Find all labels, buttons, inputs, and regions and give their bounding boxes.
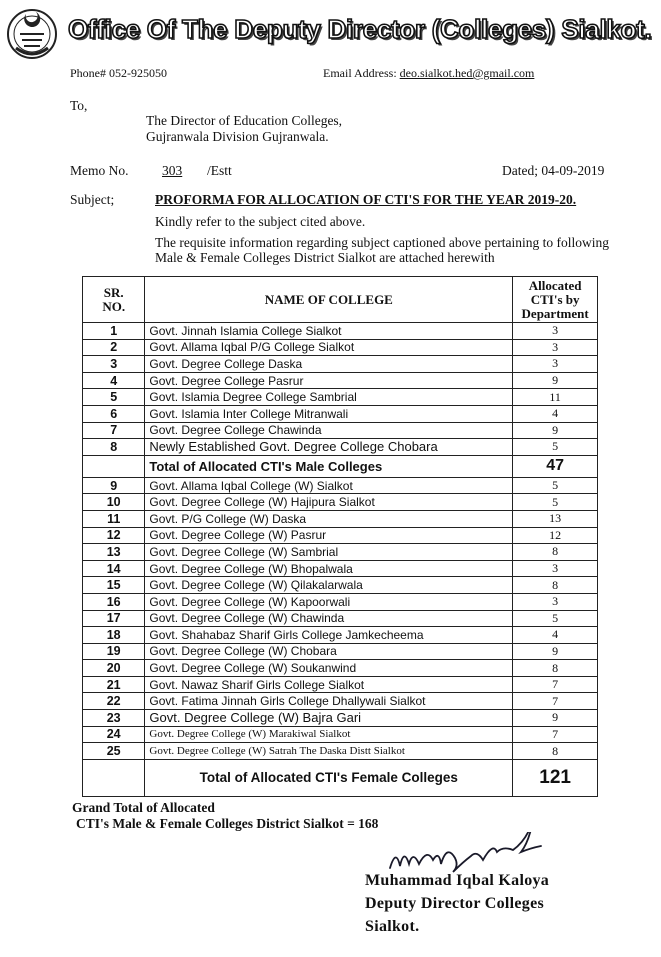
college-name-cell: Govt. Degree College (W) Marakiwal Sialkot bbox=[145, 726, 513, 743]
table-row bbox=[83, 577, 598, 594]
allocated-cti-cell: 3 bbox=[513, 560, 598, 577]
allocated-cti-cell: 3 bbox=[513, 339, 598, 356]
college-name-cell: Govt. Degree College Daska bbox=[145, 356, 513, 373]
table-row bbox=[83, 439, 598, 456]
sr-number-cell: 10 bbox=[83, 494, 145, 511]
sr-header-line1: SR. bbox=[103, 284, 124, 300]
table-row bbox=[83, 339, 598, 356]
sr-number-cell: 13 bbox=[83, 544, 145, 561]
email-line bbox=[323, 66, 534, 81]
male-total-value: 47 bbox=[513, 455, 598, 477]
sr-number-cell: 11 bbox=[83, 510, 145, 527]
allocated-cti-cell: 8 bbox=[513, 577, 598, 594]
allocated-cti-cell: 8 bbox=[513, 544, 598, 561]
sr-number-cell: 12 bbox=[83, 527, 145, 544]
signatory-name: Muhammad Iqbal Kaloya bbox=[365, 872, 550, 889]
college-name-cell: Newly Established Govt. Degree College Chobara bbox=[145, 439, 513, 456]
allocated-cti-cell: 7 bbox=[513, 693, 598, 710]
allocated-cti-cell: 13 bbox=[513, 510, 598, 527]
table-header-row bbox=[83, 277, 598, 323]
college-name-header: NAME OF COLLEGE bbox=[145, 277, 513, 323]
allocated-cti-cell: 7 bbox=[513, 676, 598, 693]
female-total-value: 121 bbox=[513, 759, 598, 796]
date-value: 04-09-2019 bbox=[541, 163, 605, 178]
allocated-cti-cell: 11 bbox=[513, 389, 598, 406]
college-name-cell: Govt. Degree College (W) Pasrur bbox=[145, 527, 513, 544]
allocated-header bbox=[513, 277, 598, 323]
female-total-row bbox=[83, 759, 598, 796]
male-total-empty-cell bbox=[83, 455, 145, 477]
college-name-cell: Govt. Degree College (W) Kapoorwali bbox=[145, 593, 513, 610]
sr-number-cell: 14 bbox=[83, 560, 145, 577]
allocated-cti-cell: 9 bbox=[513, 643, 598, 660]
college-name-cell: Govt. Fatima Jinnah Girls College Dhallywali Sialkot bbox=[145, 693, 513, 710]
sr-number-cell: 19 bbox=[83, 643, 145, 660]
table-row bbox=[83, 560, 598, 577]
sr-number-cell: 15 bbox=[83, 577, 145, 594]
sr-number-cell: 8 bbox=[83, 439, 145, 456]
table-row bbox=[83, 743, 598, 760]
table-row bbox=[83, 660, 598, 677]
allocated-cti-cell: 9 bbox=[513, 372, 598, 389]
sr-number-cell: 5 bbox=[83, 389, 145, 406]
table-row bbox=[83, 544, 598, 561]
sr-header bbox=[83, 277, 145, 323]
college-name-cell: Govt. Degree College (W) Qilakalarwala bbox=[145, 577, 513, 594]
table-row bbox=[83, 710, 598, 727]
table-row bbox=[83, 627, 598, 644]
sr-number-cell: 7 bbox=[83, 422, 145, 439]
allocated-cti-cell: 5 bbox=[513, 610, 598, 627]
sr-number-cell: 23 bbox=[83, 710, 145, 727]
signatory-designation: Deputy Director Colleges bbox=[365, 895, 545, 912]
sr-number-cell: 16 bbox=[83, 593, 145, 610]
email-label: Email Address: bbox=[323, 66, 397, 80]
cti-allocation-table bbox=[82, 276, 598, 797]
table-row bbox=[83, 527, 598, 544]
table-row bbox=[83, 323, 598, 340]
sr-number-cell: 2 bbox=[83, 339, 145, 356]
sr-number-cell: 20 bbox=[83, 660, 145, 677]
college-name-cell: Govt. Degree College Chawinda bbox=[145, 422, 513, 439]
sr-number-cell: 9 bbox=[83, 477, 145, 494]
memo-suffix: /Estt bbox=[207, 163, 232, 178]
table-row bbox=[83, 422, 598, 439]
sr-number-cell: 6 bbox=[83, 405, 145, 422]
allocated-cti-cell: 4 bbox=[513, 405, 598, 422]
table-row bbox=[83, 676, 598, 693]
male-total-row bbox=[83, 455, 598, 477]
allocated-cti-cell: 3 bbox=[513, 356, 598, 373]
male-colleges-body bbox=[83, 323, 598, 456]
memo-label: Memo No. bbox=[70, 163, 129, 178]
sr-number-cell: 3 bbox=[83, 356, 145, 373]
college-name-cell: Govt. Degree College (W) Satrah The Daska Distt Sialkot bbox=[145, 743, 513, 760]
male-total-label: Total of Allocated CTI's Male Colleges bbox=[145, 455, 513, 477]
table-row bbox=[83, 610, 598, 627]
allocated-header-line3: Department bbox=[521, 305, 589, 321]
punjab-logo-icon bbox=[4, 4, 60, 60]
address-line2: Gujranwala Division Gujranwala. bbox=[146, 129, 329, 144]
college-name-cell: Govt. Degree College (W) Bhopalwala bbox=[145, 560, 513, 577]
table-row bbox=[83, 643, 598, 660]
allocated-cti-cell: 4 bbox=[513, 627, 598, 644]
allocated-cti-cell: 7 bbox=[513, 726, 598, 743]
college-name-cell: Govt. Nawaz Sharif Girls College Sialkot bbox=[145, 676, 513, 693]
sr-number-cell: 24 bbox=[83, 726, 145, 743]
college-name-cell: Govt. Degree College (W) Bajra Gari bbox=[145, 710, 513, 727]
sr-number-cell: 1 bbox=[83, 323, 145, 340]
college-name-cell: Govt. Degree College (W) Chobara bbox=[145, 643, 513, 660]
female-total-empty-cell bbox=[83, 759, 145, 796]
allocated-cti-cell: 12 bbox=[513, 527, 598, 544]
college-name-cell: Govt. Allama Iqbal College (W) Sialkot bbox=[145, 477, 513, 494]
female-colleges-body bbox=[83, 477, 598, 759]
body-line2: The requisite information regarding subject captioned above pertaining to following bbox=[155, 235, 609, 250]
dated-label: Dated; bbox=[502, 163, 538, 178]
allocated-header-line2: CTI's by bbox=[530, 291, 580, 307]
signatory-place: Sialkot. bbox=[365, 918, 420, 935]
subject-text: PROFORMA FOR ALLOCATION OF CTI'S FOR THE YEAR 2019-20. bbox=[155, 192, 577, 207]
table-row bbox=[83, 389, 598, 406]
college-name-cell: Govt. Allama Iqbal P/G College Sialkot bbox=[145, 339, 513, 356]
address-to: To, bbox=[70, 98, 88, 113]
sr-number-cell: 21 bbox=[83, 676, 145, 693]
address-line1: The Director of Education Colleges, bbox=[146, 113, 343, 128]
allocated-cti-cell: 3 bbox=[513, 593, 598, 610]
table-row bbox=[83, 593, 598, 610]
allocated-header-line1: Allocated bbox=[528, 277, 582, 293]
table-row bbox=[83, 356, 598, 373]
sr-number-cell: 17 bbox=[83, 610, 145, 627]
table-row bbox=[83, 510, 598, 527]
college-name-cell: Govt. Islamia Inter College Mitranwali bbox=[145, 405, 513, 422]
college-name-cell: Govt. Degree College (W) Hajipura Sialkot bbox=[145, 494, 513, 511]
sr-number-cell: 18 bbox=[83, 627, 145, 644]
table-row bbox=[83, 477, 598, 494]
allocated-cti-cell: 5 bbox=[513, 494, 598, 511]
sr-number-cell: 22 bbox=[83, 693, 145, 710]
college-name-cell: Govt. P/G College (W) Daska bbox=[145, 510, 513, 527]
table-row bbox=[83, 405, 598, 422]
sr-number-cell: 25 bbox=[83, 743, 145, 760]
allocated-cti-cell: 3 bbox=[513, 323, 598, 340]
email-link[interactable]: deo.sialkot.hed@gmail.com bbox=[399, 66, 535, 80]
grand-total-line2: CTI's Male & Female Colleges District Sialkot = 168 bbox=[76, 816, 379, 831]
sr-header-line2: NO. bbox=[102, 298, 126, 314]
college-name-cell: Govt. Degree College (W) Soukanwind bbox=[145, 660, 513, 677]
grand-total-line1: Grand Total of Allocated bbox=[72, 800, 215, 815]
male-total-body bbox=[83, 455, 598, 477]
allocated-cti-cell: 8 bbox=[513, 743, 598, 760]
sr-number-cell: 4 bbox=[83, 372, 145, 389]
allocated-cti-cell: 5 bbox=[513, 477, 598, 494]
female-total-body bbox=[83, 759, 598, 796]
memo-number: 303 bbox=[162, 163, 183, 178]
table-row bbox=[83, 726, 598, 743]
allocated-cti-cell: 9 bbox=[513, 422, 598, 439]
college-name-cell: Govt. Jinnah Islamia College Sialkot bbox=[145, 323, 513, 340]
table-row bbox=[83, 494, 598, 511]
female-total-label: Total of Allocated CTI's Female Colleges bbox=[145, 759, 513, 796]
college-name-cell: Govt. Degree College (W) Chawinda bbox=[145, 610, 513, 627]
college-name-cell: Govt. Degree College Pasrur bbox=[145, 372, 513, 389]
phone-number: Phone# 052-925050 bbox=[70, 66, 167, 80]
office-title: Office Of The Deputy Director (Colleges) Sialkot. bbox=[68, 14, 652, 44]
allocated-cti-cell: 5 bbox=[513, 439, 598, 456]
college-name-cell: Govt. Shahabaz Sharif Girls College Jamkecheema bbox=[145, 627, 513, 644]
college-name-cell: Govt. Islamia Degree College Sambrial bbox=[145, 389, 513, 406]
college-name-cell: Govt. Degree College (W) Sambrial bbox=[145, 544, 513, 561]
table-row bbox=[83, 693, 598, 710]
subject-label: Subject; bbox=[70, 192, 115, 207]
memo-date bbox=[502, 163, 604, 179]
body-line3: Male & Female Colleges District Sialkot are attached herewith bbox=[155, 250, 495, 265]
body-line1: Kindly refer to the subject cited above. bbox=[155, 214, 366, 229]
allocated-cti-cell: 9 bbox=[513, 710, 598, 727]
table-row bbox=[83, 372, 598, 389]
allocated-cti-cell: 8 bbox=[513, 660, 598, 677]
